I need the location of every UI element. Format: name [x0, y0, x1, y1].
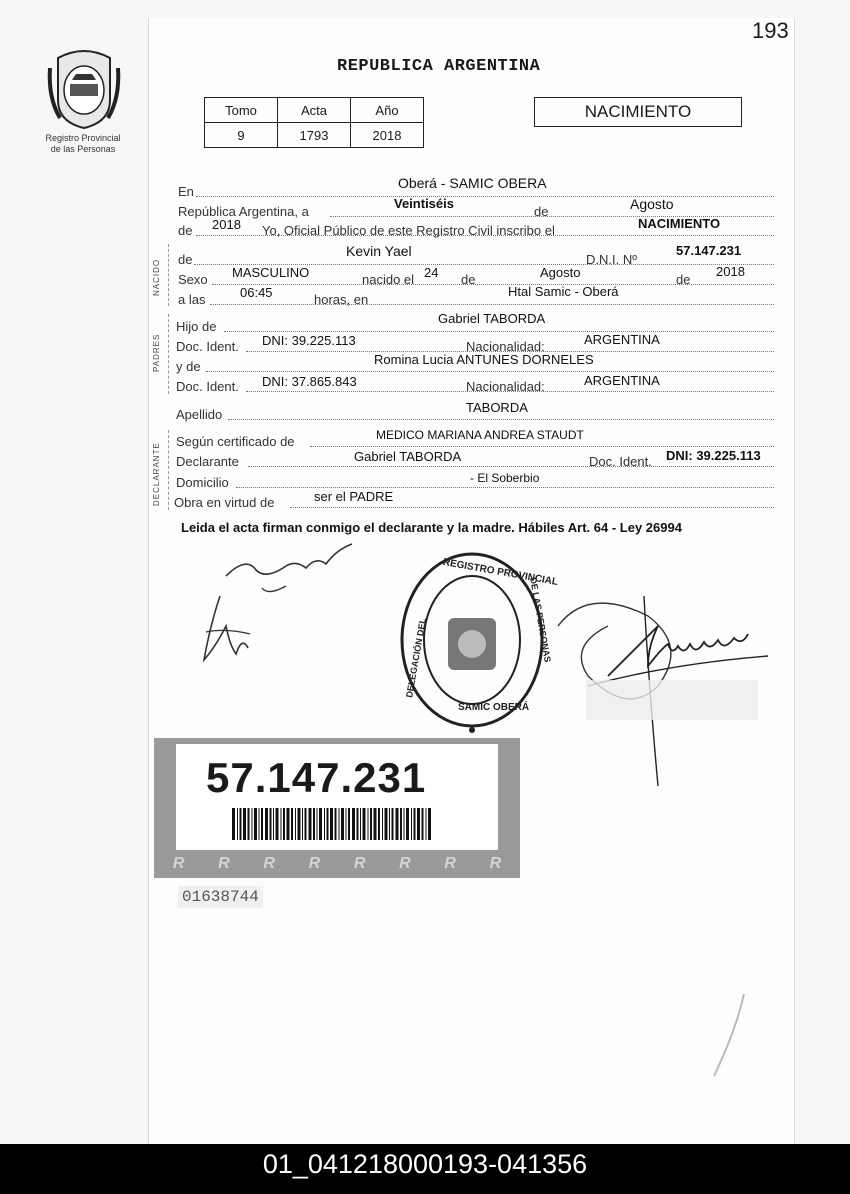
- a-las-label: a las: [178, 292, 206, 307]
- de2-label: de: [178, 223, 193, 238]
- inscribo-value: NACIMIENTO: [638, 216, 721, 231]
- barcode-bar: [346, 808, 347, 840]
- de-label: de: [534, 204, 549, 219]
- section-divider: [168, 314, 169, 394]
- barcode-bar: [348, 808, 350, 840]
- document-title: REPUBLICA ARGENTINA: [337, 57, 541, 76]
- de-label: de: [461, 272, 476, 287]
- provincial-crest-icon: [46, 48, 122, 130]
- en-label: En: [178, 184, 194, 199]
- barcode-bar: [417, 808, 420, 840]
- barcode-bar: [378, 808, 380, 840]
- record-table: [204, 97, 424, 148]
- watermark-letter: R: [444, 855, 456, 872]
- sexo-label: Sexo: [178, 272, 208, 287]
- watermark-letter: R: [218, 855, 230, 872]
- acta-value: 1793: [278, 123, 351, 148]
- barcode-bar: [287, 808, 290, 840]
- watermark-letter: R: [353, 855, 366, 872]
- nacido-section-label: NACIDO: [152, 258, 161, 296]
- barcode-bar: [406, 808, 409, 840]
- barcode-bar: [298, 808, 301, 840]
- month-value: Agosto: [630, 196, 674, 212]
- year-value: 2018: [212, 217, 241, 232]
- birth-year-value: 2018: [716, 264, 745, 279]
- lugar-value: Htal Samic - Oberá: [508, 284, 619, 299]
- serial-number: 01638744: [178, 886, 263, 908]
- barcode-bar: [385, 808, 388, 840]
- obra-value: ser el PADRE: [314, 489, 394, 504]
- declarante-value: Gabriel TABORDA: [354, 449, 462, 464]
- barcode-bar: [370, 808, 372, 840]
- barcode-bar: [341, 808, 344, 840]
- barcode-bar: [324, 808, 325, 840]
- barcode-bar: [243, 808, 246, 840]
- barcode-bar: [411, 808, 412, 840]
- declarante-section-label: DECLARANTE: [152, 442, 161, 506]
- en-value: Oberá - SAMIC OBERA: [398, 175, 547, 191]
- doc-ident-label: Doc. Ident.: [176, 339, 239, 354]
- watermark-letter: R: [172, 855, 185, 872]
- watermark-letter: R: [489, 855, 502, 872]
- tomo-header: Tomo: [205, 98, 278, 123]
- declarante-label: Declarante: [176, 454, 239, 469]
- barcode-bar: [281, 808, 282, 840]
- barcode-bar: [270, 808, 272, 840]
- padres-section-label: PADRES: [152, 333, 161, 372]
- pen-mark: [706, 990, 750, 1080]
- nacido-el-label: nacido el: [362, 272, 415, 287]
- barcode-bar: [317, 808, 318, 840]
- domicilio-value: - El Soberbio: [470, 471, 540, 485]
- barcode-bar: [422, 808, 424, 840]
- birth-month-value: Agosto: [540, 265, 581, 280]
- barcode-lines: [232, 808, 432, 840]
- padre-value: Gabriel TABORDA: [438, 311, 546, 326]
- barcode-bar: [237, 808, 238, 840]
- section-divider: [168, 244, 169, 306]
- apellido-label: Apellido: [176, 407, 223, 422]
- barcode-bar: [283, 808, 285, 840]
- signature-drawing: [196, 536, 366, 676]
- barcode-bar: [265, 808, 268, 840]
- barcode-bar: [259, 808, 260, 840]
- file-identifier: 01_041218000193-041356: [262, 1149, 588, 1179]
- doc-ident-label: Doc. Ident.: [176, 379, 239, 394]
- section-divider: [168, 430, 169, 510]
- barcode-bar: [309, 808, 312, 840]
- de-label: de: [676, 272, 691, 287]
- domicilio-label: Domicilio: [176, 475, 229, 490]
- apellido-value: TABORDA: [466, 400, 528, 415]
- barcode-bar: [374, 808, 377, 840]
- barcode-bar: [291, 808, 293, 840]
- dotted-line: [228, 419, 774, 420]
- madre-doc-value: DNI: 37.865.843: [262, 374, 357, 389]
- dotted-line: [210, 304, 774, 305]
- doc-ident-label: Doc. Ident.: [589, 454, 652, 469]
- barcode-bar: [414, 808, 416, 840]
- barcode-bar: [389, 808, 390, 840]
- de-label: de: [178, 252, 193, 267]
- declarante-doc-value: DNI: 39.225.113: [666, 448, 761, 463]
- dotted-line: [236, 487, 774, 488]
- barcode-bar: [360, 808, 361, 840]
- padre-nac-value: ARGENTINA: [584, 332, 660, 347]
- dotted-line: [224, 331, 774, 332]
- barcode-bar: [396, 808, 399, 840]
- barcode-bar: [252, 808, 253, 840]
- acta-header: Acta: [278, 98, 351, 123]
- dotted-line: [290, 507, 774, 508]
- barcode-bar: [357, 808, 359, 840]
- watermark-letter: R: [263, 855, 275, 872]
- barcode-bar: [313, 808, 315, 840]
- barcode-bar: [352, 808, 355, 840]
- watermark-letter: R: [308, 855, 321, 872]
- certificado-value: MEDICO MARIANA ANDREA STAUDT: [376, 428, 584, 442]
- dotted-line: [310, 446, 774, 447]
- barcode-bar: [330, 808, 333, 840]
- day-value: Veintiséis: [394, 196, 454, 211]
- hora-value: 06:45: [240, 285, 273, 300]
- horas-en-label: horas, en: [314, 292, 369, 307]
- barcode-bar: [363, 808, 366, 840]
- watermark-letter: R: [399, 855, 411, 872]
- dotted-line: [196, 196, 774, 197]
- barcode-bar: [368, 808, 369, 840]
- birth-day-value: 24: [424, 265, 439, 280]
- barcode-bar: [248, 808, 250, 840]
- registry-caption: [28, 133, 138, 155]
- dotted-line: [248, 466, 774, 467]
- child-name-value: Kevin Yael: [346, 243, 412, 259]
- barcode-bar: [232, 808, 235, 840]
- republica-label: República Argentina, a: [178, 204, 309, 219]
- sexo-value: MASCULINO: [232, 265, 310, 280]
- barcode-bar: [335, 808, 337, 840]
- barcode-bar: [392, 808, 394, 840]
- dotted-line: [206, 371, 774, 372]
- barcode-bar: [305, 808, 307, 840]
- y-de-label: y de: [176, 359, 201, 374]
- tomo-value: 9: [205, 123, 278, 148]
- barcode-bar: [426, 808, 427, 840]
- registry-stamp: [398, 548, 559, 734]
- stamp-text-right: DE LAS PERSONAS: [528, 576, 553, 664]
- barcode-watermark-row: [156, 852, 518, 876]
- nacionalidad-label: Nacionalidad:: [466, 339, 545, 354]
- registry-caption-line2: de las Personas: [50, 144, 116, 154]
- ano-header: Año: [351, 98, 424, 123]
- barcode-bar: [254, 808, 257, 840]
- barcode-number: 57.147.231: [206, 754, 427, 801]
- barcode-bar: [240, 808, 242, 840]
- record-type-box: NACIMIENTO: [534, 97, 742, 127]
- dni-value: 57.147.231: [676, 243, 742, 258]
- dni-label: D.N.I. Nº: [586, 252, 637, 267]
- stamp-text-top: REGISTRO PROVINCIAL: [441, 556, 559, 589]
- hijo-de-label: Hijo de: [176, 319, 217, 334]
- padre-doc-value: DNI: 39.225.113: [262, 333, 356, 348]
- barcode-bar: [382, 808, 383, 840]
- yo-text: Yo, Oficial Público de este Registro Civil inscribo el: [262, 223, 555, 238]
- obra-label: Obra en virtud de: [174, 495, 275, 510]
- page-number: 193: [752, 18, 789, 43]
- barcode-bar: [428, 808, 431, 840]
- stamp-text-bottom: SAMIC OBERÁ: [458, 702, 530, 713]
- madre-value: Romina Lucia ANTUNES DORNELES: [374, 352, 594, 367]
- barcode-bar: [319, 808, 322, 840]
- barcode-bar: [261, 808, 263, 840]
- nacionalidad-label: Nacionalidad:: [466, 379, 545, 394]
- barcode-bar: [339, 808, 340, 840]
- barcode-bar: [302, 808, 303, 840]
- barcode-bar: [273, 808, 274, 840]
- barcode-bar: [400, 808, 402, 840]
- faded-stamp: [586, 680, 758, 720]
- ano-value: 2018: [351, 123, 424, 148]
- certificado-label: Según certificado de: [176, 434, 295, 449]
- barcode-bar: [404, 808, 405, 840]
- stamp-text-left: DELEGACIÓN DEL: [404, 617, 428, 699]
- barcode-bar: [327, 808, 329, 840]
- barcode-bar: [295, 808, 296, 840]
- barcode-bar: [276, 808, 279, 840]
- madre-nac-value: ARGENTINA: [584, 373, 660, 388]
- legal-text: Leida el acta firman conmigo el declarante y la madre. Hábiles Art. 64 - Ley 26994: [181, 520, 682, 535]
- registry-caption-line1: Registro Provincial: [45, 133, 121, 143]
